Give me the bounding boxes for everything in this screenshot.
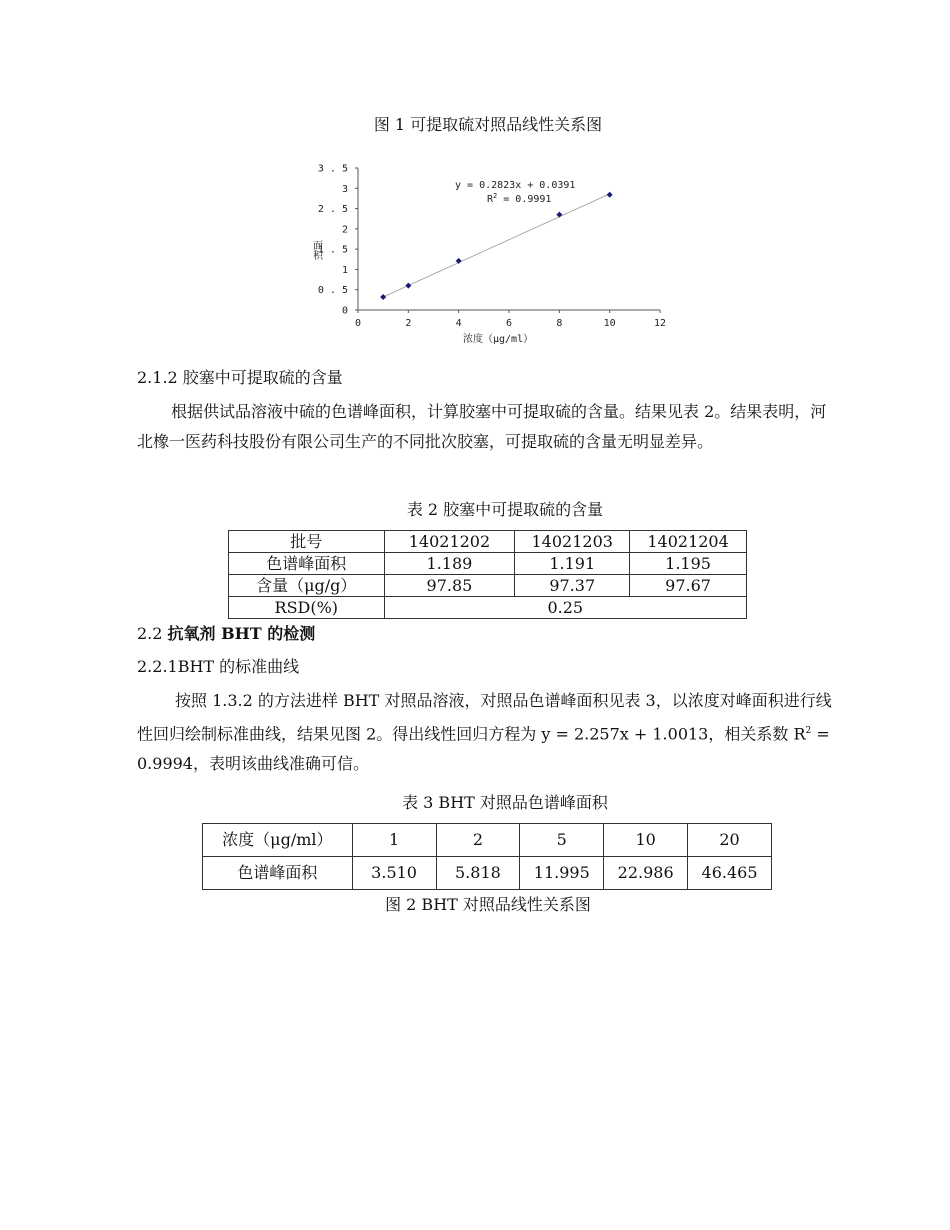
table-cell: 20 — [688, 824, 772, 857]
table-cell: 11.995 — [520, 857, 604, 890]
table-cell: 14021203 — [515, 531, 630, 553]
x-tick-label: 2 — [405, 318, 412, 329]
table-cell: 1 — [352, 824, 436, 857]
data-point — [556, 212, 562, 218]
section-212-heading: 2.1.2 胶塞中可提取硫的含量 — [137, 368, 343, 387]
table-cell: RSD(%) — [229, 597, 385, 619]
section-221-superscript: 2 — [805, 726, 812, 736]
section-212-paragraph: 根据供试品溶液中硫的色谱峰面积，计算胶塞中可提取硫的含量。结果见表 2。结果表明，河北橡一医药科技股份有限公司生产的不同批次胶塞，可提取硫的含量无明显差异。 — [137, 402, 827, 451]
table-cell: 97.37 — [515, 575, 630, 597]
table3-caption: 表 3 BHT 对照品色谱峰面积 — [402, 793, 608, 812]
y-tick-label: 1 — [341, 264, 348, 276]
table2 — [228, 530, 747, 619]
table-cell: 46.465 — [688, 857, 772, 890]
table-cell: 22.986 — [604, 857, 688, 890]
y-tick-label: 0 . 5 — [317, 285, 348, 297]
chart-ylabel: 面积 — [310, 240, 322, 260]
table-cell: 1.189 — [384, 553, 515, 575]
x-tick-label: 0 — [354, 318, 362, 329]
table-cell: 含量（μg/g） — [229, 575, 385, 597]
data-point — [456, 258, 462, 264]
data-point — [380, 294, 386, 300]
figure1-caption: 图 1 可提取硫对照品线性关系图 — [373, 115, 603, 134]
x-tick-label: 8 — [556, 318, 563, 329]
table-cell: 14021204 — [630, 531, 747, 553]
table-cell: 1.195 — [630, 553, 747, 575]
table-row — [203, 824, 772, 857]
x-tick-label: 10 — [603, 318, 616, 329]
table-cell: 色谱峰面积 — [203, 857, 353, 890]
table-cell: 浓度（μg/ml） — [203, 824, 353, 857]
x-tick-label: 12 — [653, 318, 667, 329]
y-tick-label: 3 . 5 — [317, 163, 348, 175]
table-cell: 0.25 — [384, 597, 746, 619]
table-cell: 10 — [604, 824, 688, 857]
data-point — [607, 192, 613, 198]
trendline — [383, 194, 609, 297]
section-22-heading — [137, 619, 315, 649]
x-tick-label: 6 — [505, 318, 513, 329]
table3 — [202, 823, 772, 890]
table2-caption: 表 2 胶塞中可提取硫的含量 — [406, 500, 604, 519]
chart-trendline-group — [383, 194, 609, 297]
section-221-text-2: = 0.9994，表明该曲线准确可信。 — [137, 724, 830, 774]
table-cell: 批号 — [229, 531, 385, 553]
table-row — [229, 597, 747, 619]
y-tick-label: 0 — [341, 305, 348, 317]
data-point — [405, 283, 411, 289]
table-cell: 2 — [436, 824, 520, 857]
table-cell: 色谱峰面积 — [229, 553, 385, 575]
section-22-title: 抗氧剂 BHT 的检测 — [167, 624, 316, 643]
chart-r2: $R^2 = 0.9991$ — [487, 192, 552, 205]
y-tick-label: 1 . 5 — [317, 244, 348, 256]
section-221-paragraph — [137, 686, 839, 779]
section-22-number: 2.2 — [137, 624, 168, 643]
table-cell: 97.85 — [384, 575, 515, 597]
table-cell: 5.818 — [436, 857, 520, 890]
table-row — [203, 857, 772, 890]
figure1-chart — [300, 155, 700, 355]
table-row — [229, 553, 747, 575]
x-tick-label: 4 — [455, 318, 462, 329]
table-cell: 14021202 — [384, 531, 515, 553]
section-221-text-1: 按照 1.3.2 的方法进样 BHT 对照品溶液，对照品色谱峰面积见表 3，以浓度对峰面积进行线性回归绘制标准曲线，结果见图 2。得出线性回归方程为 y = 2.257x + 1.0013，相关系数 R — [137, 691, 832, 744]
section-221-heading: 2.2.1BHT 的标准曲线 — [137, 657, 300, 676]
y-tick-label: 3 — [341, 183, 348, 195]
table-cell: 1.191 — [515, 553, 630, 575]
chart-equation: y = 0.2823x + 0.0391 — [455, 180, 576, 191]
table-row — [229, 575, 747, 597]
figure2-caption: 图 2 BHT 对照品线性关系图 — [385, 895, 591, 914]
chart-xlabel: 浓度（μg/ml） — [463, 334, 534, 345]
table-cell: 3.510 — [352, 857, 436, 890]
table-row — [229, 531, 747, 553]
y-tick-label: 2 — [341, 224, 348, 236]
table-cell: 97.67 — [630, 575, 747, 597]
table-cell: 5 — [520, 824, 604, 857]
y-tick-label: 2 . 5 — [317, 204, 348, 216]
